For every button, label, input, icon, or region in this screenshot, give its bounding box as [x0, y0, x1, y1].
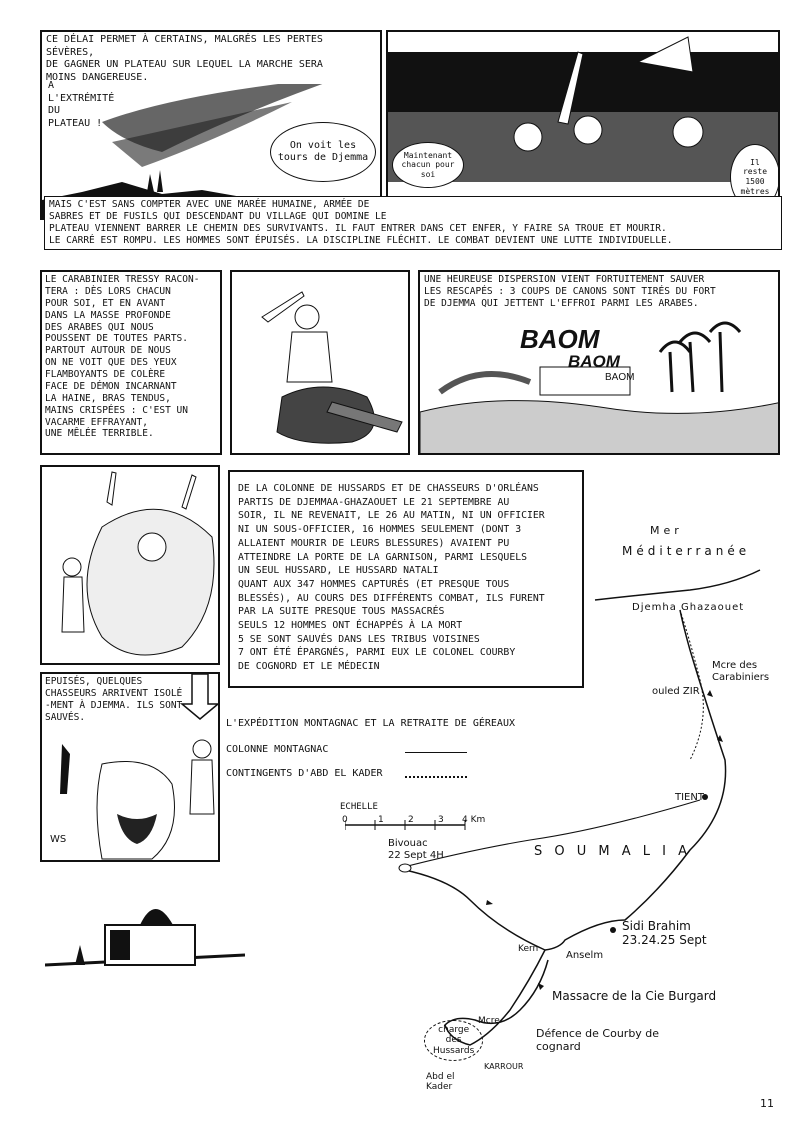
- legend-column-label: COLONNE MONTAGNAC: [226, 744, 329, 755]
- sfx-baom-2: BAOM: [568, 352, 620, 371]
- panel-cannon-caption: UNE HEUREUSE DISPERSION VIENT FORTUITEMENT SAUVER LES RESCAPÉS : 3 COUPS DE CANONS SONT TIRÉS DU FORT DE DJEMMA QUI JETTENT L'EFFROI PARMI LES ARABES.: [424, 274, 776, 310]
- speech-bubble-1500-meters: Il reste 1500 mètres: [730, 144, 780, 210]
- scale-tick-3: 3: [438, 815, 444, 825]
- sfx-baom-1: BAOM: [520, 324, 600, 354]
- map-label-djemma: Djemha Ghazaouet: [632, 602, 745, 613]
- casualty-report-text: DE LA COLONNE DE HUSSARDS ET DE CHASSEURS D'ORLÉANS PARTIS DE DJEMMAA-GHAZAOUET LE 21 SEPTEMBRE AU SOIR, IL NE REVENAIT, LE 26 AU MATIN, NI UN OFFICIER NI UN SOUS-OFFICIER, 16 HOMMES SEULEMENT (DONT 3 ALLAIENT MOURIR DE LEURS BLESSURES) AVAIENT PU ATTEINDRE LA PORTE DE LA GARNISON, PARMI LESQUELS UN SEUL HUSSARD, LE HUSSARD NATALI QUANT AUX 347 HOMMES CAPTURÉS (ET PRESQUE TOUS BLESSÉS), AU COURS DES DIFFÉRENTS COMBAT, ILS FURENT PAR LA SUITE PRESQUE TOUS MASSACRÉS SEULS 12 HOMMES ONT ÉCHAPPÉS À LA MORT 5 SE SONT SAUVÉS DANS LES TRIBUS VOISINES 7 ONT ÉTÉ ÉPARGNÉS, PARMI EUX LE COLONEL COURBY DE COGNORD ET LE MÉDECIN: [238, 482, 582, 674]
- artist-signature: WS: [50, 834, 67, 845]
- legend-contingents-label: CONTINGENTS D'ABD EL KADER: [226, 768, 383, 779]
- map-label-defense: Défence de Courby de cognard: [536, 1027, 660, 1053]
- map-title: L'EXPÉDITION MONTAGNAC ET LA RETRAITE DE GÉREAUX: [226, 718, 515, 729]
- map-label-carabiniers: Mcre des Carabiniers: [712, 660, 770, 683]
- map-label-massacre: Massacre de la Cie Burgard: [552, 989, 717, 1003]
- map-label-soumalia: S O U M A L I A: [534, 844, 692, 859]
- map-sea-label-1: Mer: [650, 524, 683, 537]
- map-label-kern: Kern: [518, 944, 539, 954]
- scale-tick-4: 4 Km: [462, 815, 486, 825]
- map-label-charge: charge des Hussards: [424, 1020, 483, 1061]
- speech-bubble-each-for-himself: Maintenant chacun pour soi: [392, 142, 464, 188]
- panel-tressy-caption: LE CARABINIER TRESSY RACON- TERA : DÈS LORS CHACUN POUR SOI, ET EN AVANT DANS LA MASSE PROFONDE DES ARABES QUI NOUS POUSSENT DE TOUTES PARTS. PARTOUT AUTOUR DE NOUS ON NE VOIT QUE DES YEUX FLAMBOYANTS DE COLÈRE FACE DE DÉMON INCARNANT LA HAINE, BRAS TENDUS, MAINS CRISPÉES : C'EST UN VACARME EFFRAYANT, UNE MÊLÉE TERRIBLE.: [45, 274, 221, 440]
- scale-tick-2: 2: [408, 815, 414, 825]
- scale-label: ECHELLE: [340, 802, 378, 812]
- scale-tick-1: 1: [378, 815, 384, 825]
- map-label-sidi-brahim: Sidi Brahim 23.24.25 Sept: [622, 919, 707, 947]
- panel-survivors-caption: EPUISÉS, QUELQUES CHASSEURS ARRIVENT ISOLÉ -MENT À DJEMMA. ILS SONT SAUVÉS.: [45, 676, 183, 723]
- map-label-mcre: Mcre: [478, 1016, 500, 1026]
- panel-plateau-note: A L'EXTRÉMITÉ DU PLATEAU !: [48, 80, 115, 129]
- panel-plateau-caption: CE DÉLAI PERMET À CERTAINS, MALGRÉS LES PERTES SÉVÈRES, DE GAGNER UN PLATEAU SUR LEQUEL LA MARCHE SERA MOINS DANGEREUSE.: [46, 34, 376, 84]
- speech-bubble-djemma: On voit les tours de Djemma: [270, 122, 376, 182]
- map-label-bivouac: Bivouac 22 Sept 4H: [388, 838, 444, 861]
- page-number: 11: [760, 1097, 774, 1110]
- scale-tick-0: 0: [342, 815, 348, 825]
- caption-human-tide: MAIS C'EST SANS COMPTER AVEC UNE MARÉE HUMAINE, ARMÉE DE SABRES ET DE FUSILS QUI DESCENDANT DU VILLAGE QUI DOMINE LE PLATEAU VIENNENT BARRER LE CHEMIN DES SURVIVANTS. IL FAUT ENTRER DANS CET ENFER, Y FAIRE SA TROUE ET MOURIR. LE CARRÉ EST ROMPU. LES HOMMES SONT ÉPUISÉS. LA DISCIPLINE FLÉCHIT. LE COMBAT DEVIENT UNE LUTTE INDIVIDUELLE.: [44, 196, 782, 250]
- map-label-karrour: KARROUR: [484, 1062, 524, 1071]
- map-sea-label-2: Méditerranée: [622, 544, 751, 558]
- sfx-baom-3: BAOM: [605, 372, 635, 383]
- map-label-anselm: Anselm: [566, 950, 604, 961]
- map-label-tient: TIENT: [675, 792, 704, 803]
- map-label-abd-el-kader: Abd el Kader: [426, 1072, 455, 1093]
- map-label-ouled: ouled ZIR: [652, 686, 700, 697]
